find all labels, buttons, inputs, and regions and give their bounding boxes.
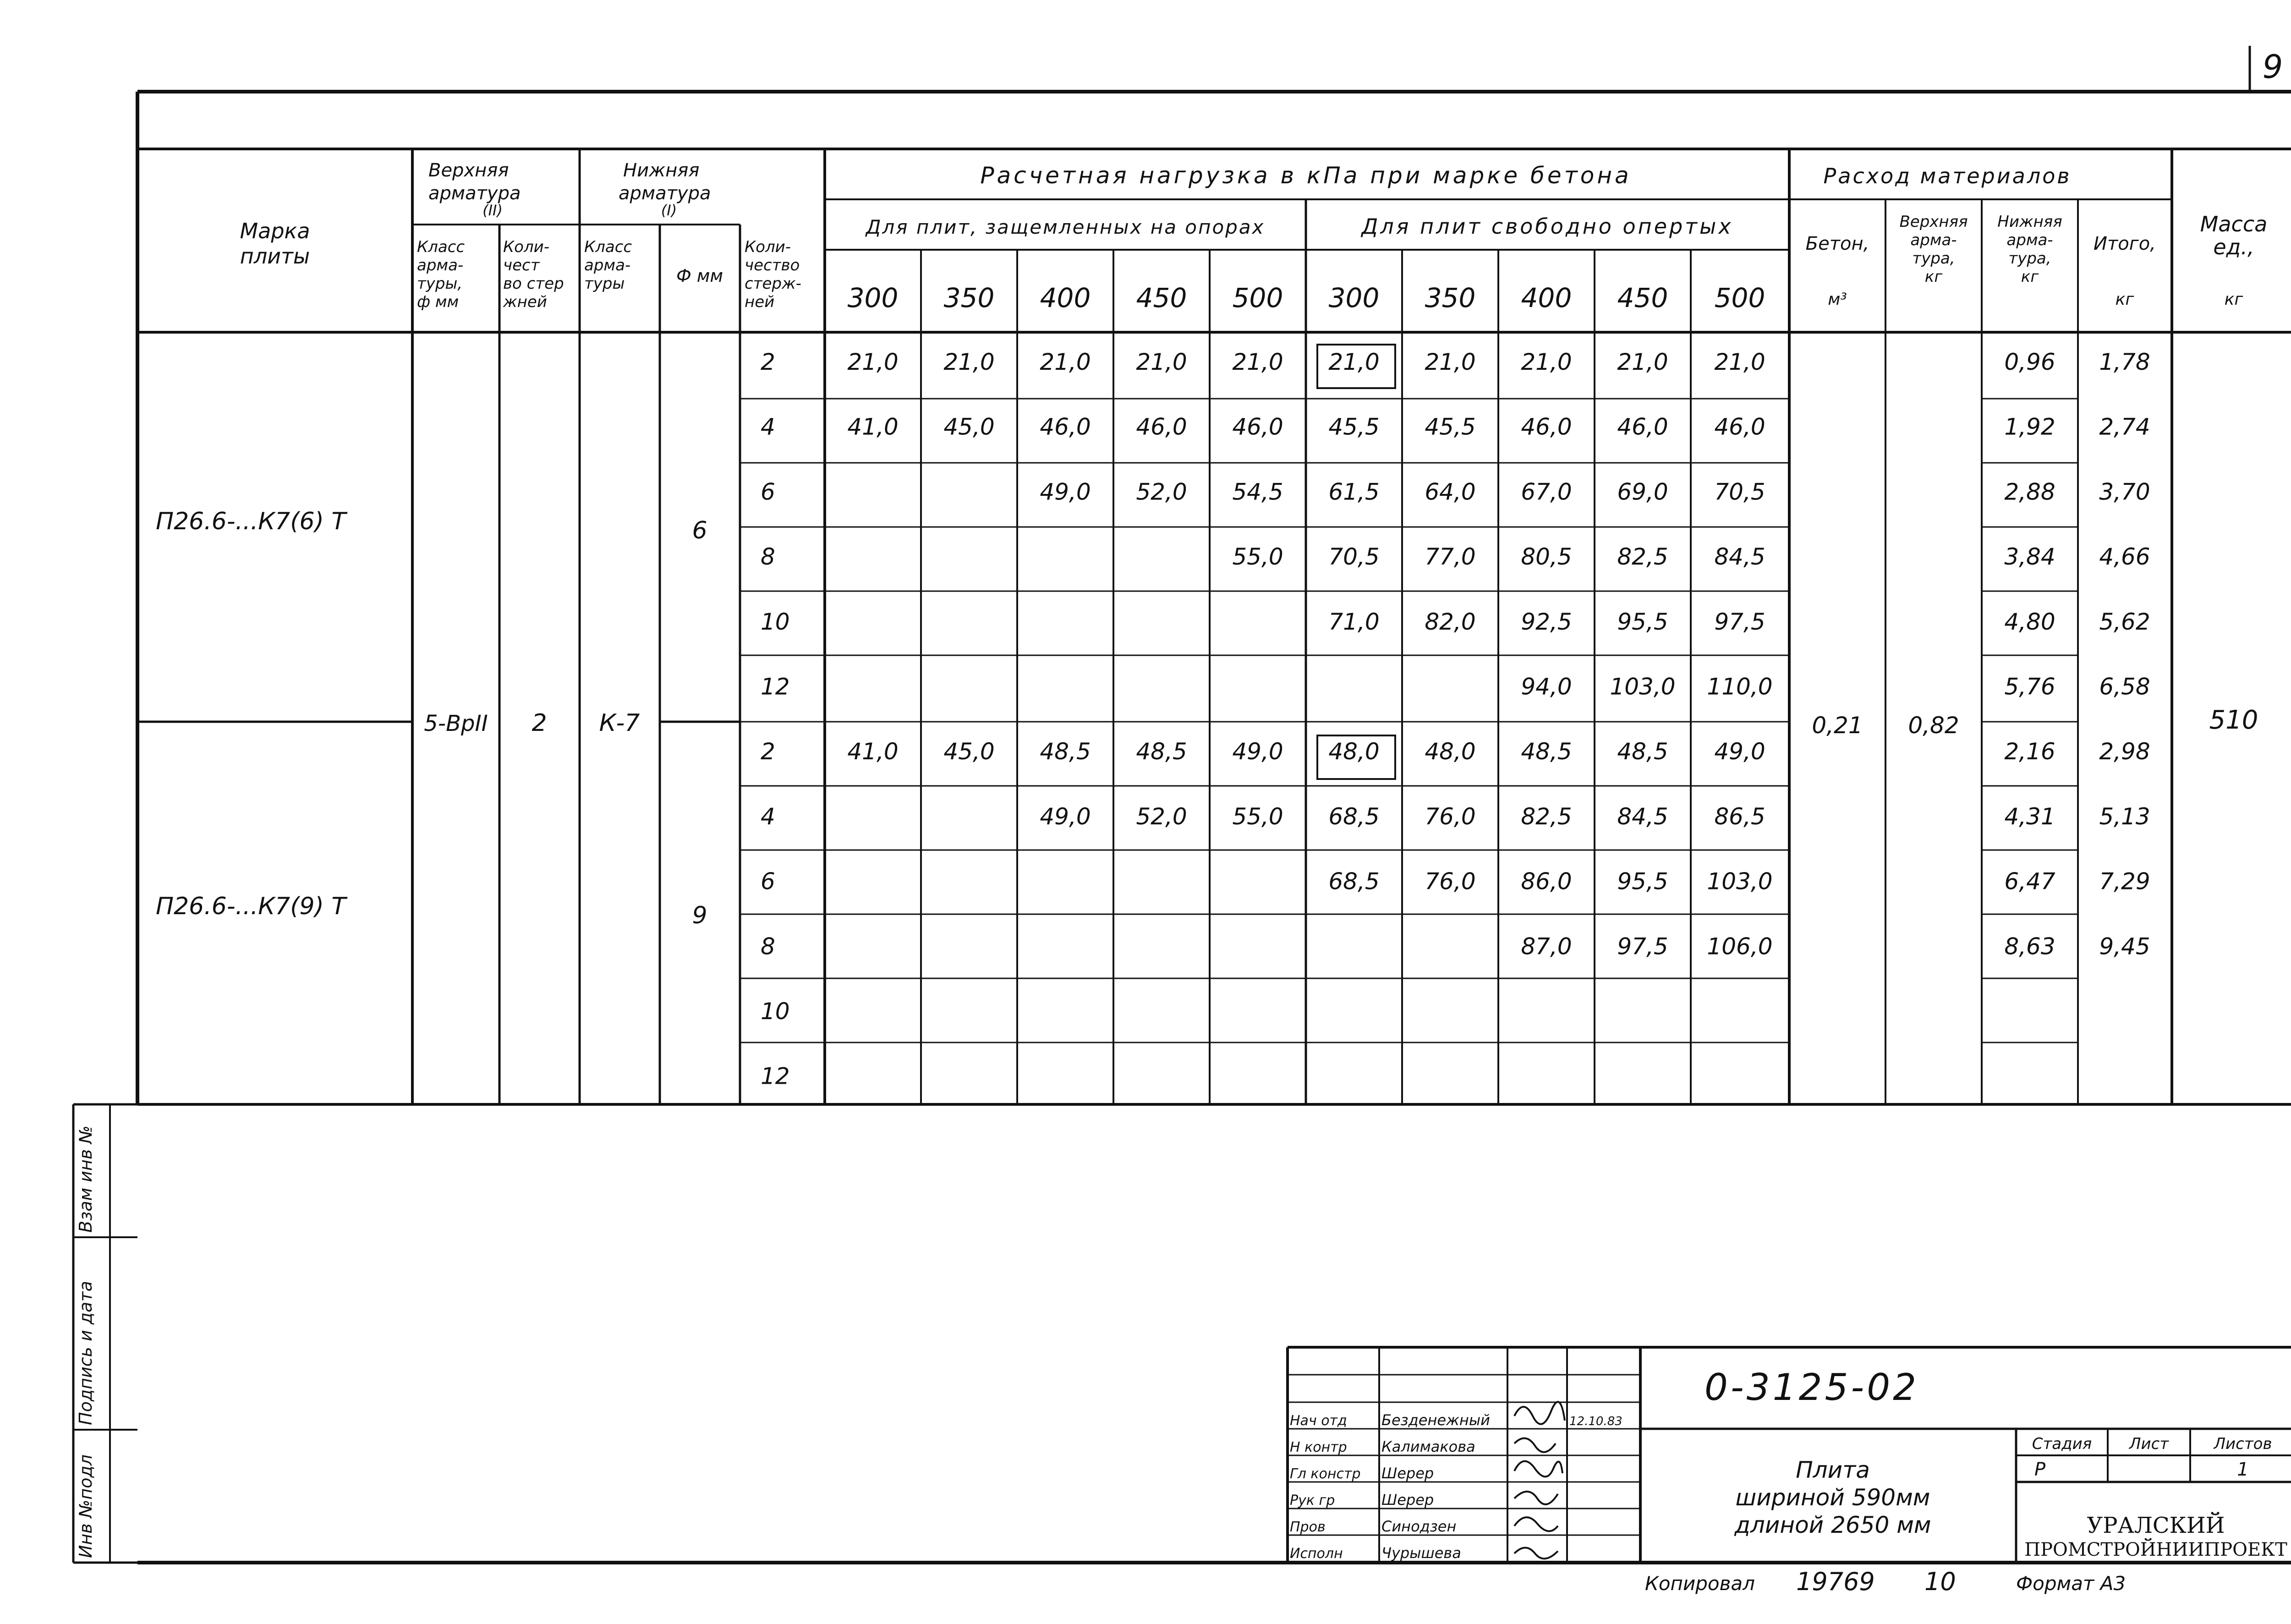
footer-number: 19769 — [1796, 1567, 1875, 1596]
lower-mat-cell: 8,63 — [2004, 933, 2055, 960]
header-upper-count-2: чест — [503, 256, 540, 274]
sheet-number: 9 — [2262, 48, 2283, 86]
grade-label: 400 — [1040, 282, 1091, 313]
header-upper-rebar: Верхняя — [428, 160, 509, 181]
stamp-replace: Взам инв № — [76, 1125, 96, 1233]
header-upper-mat: Верхняя — [1899, 213, 1968, 231]
header-concrete-unit: м³ — [1828, 290, 1847, 309]
total-cell: 3,70 — [2099, 478, 2150, 505]
header-upper-mat-3: тура, — [1912, 249, 1955, 268]
header-mass: Масса — [2200, 212, 2268, 236]
header-load: Расчетная нагрузка в кПа при марке бетона — [980, 162, 1632, 189]
header-free: Для плит свободно опертых — [1361, 214, 1733, 239]
shared-upper-class: 5-ВрII — [424, 711, 488, 736]
load-cell: 48,0 — [1328, 738, 1380, 765]
header-lower-count-4: ней — [745, 293, 775, 311]
title-1: Плита — [1796, 1457, 1870, 1483]
org-2: ПРОМСТРОЙНИИПРОЕКТ — [2024, 1539, 2287, 1560]
header-upper-count: Коли- — [503, 238, 550, 256]
header-upper-class-4: ф мм — [417, 293, 459, 311]
group-mark-2: П26.6-...К7(9) Т — [156, 893, 346, 920]
count-cell: 4 — [761, 413, 775, 440]
total-cell: 5,13 — [2099, 803, 2150, 830]
name: Шерер — [1381, 1491, 1434, 1509]
load-cell: 45,5 — [1425, 413, 1476, 440]
footer-ten: 10 — [1924, 1567, 1956, 1596]
total-cell: 2,74 — [2099, 413, 2150, 440]
count-cell: 6 — [761, 478, 775, 505]
names — [1381, 1411, 1490, 1562]
lower-mat-cell: 5,76 — [2004, 673, 2055, 700]
group-mark-1: П26.6-...К7(6) Т — [156, 508, 346, 535]
grade-label: 300 — [1328, 282, 1380, 313]
load-cell: 64,0 — [1425, 478, 1476, 505]
load-cell: 95,5 — [1617, 868, 1668, 895]
load-cell: 48,5 — [1040, 738, 1091, 765]
count-cell: 6 — [761, 868, 775, 895]
header-upper-count-3: во стер — [503, 274, 564, 293]
load-cell: 68,5 — [1328, 803, 1380, 830]
load-cell: 49,0 — [1714, 738, 1765, 765]
load-cell: 52,0 — [1136, 478, 1187, 505]
load-cell: 106,0 — [1707, 933, 1773, 960]
grade-label: 450 — [1617, 282, 1668, 313]
load-cell: 21,0 — [1425, 349, 1476, 375]
header-lower-mat-4: кг — [2021, 268, 2039, 286]
count-cell: 10 — [761, 608, 790, 635]
shared-mass: 510 — [2209, 705, 2258, 735]
load-cell: 84,5 — [1617, 803, 1668, 830]
header-lower-rebar: Нижняя — [623, 160, 700, 181]
count-cell: 4 — [761, 803, 775, 830]
header-total-unit: кг — [2115, 290, 2134, 309]
count-cell: 2 — [761, 738, 775, 765]
load-cell: 67,0 — [1521, 478, 1572, 505]
load-cell: 55,0 — [1232, 803, 1283, 830]
load-cell: 21,0 — [1617, 349, 1668, 375]
load-cell: 68,5 — [1328, 868, 1380, 895]
shared-concrete: 0,21 — [1812, 712, 1863, 739]
total-cell: 9,45 — [2099, 933, 2150, 960]
group-diam-2: 9 — [692, 902, 707, 929]
header-lower-class-2: арма- — [584, 256, 631, 274]
load-cell: 46,0 — [1136, 413, 1187, 440]
header-diam: Ф мм — [676, 266, 723, 286]
load-cell: 110,0 — [1707, 673, 1773, 700]
load-cell: 46,0 — [1617, 413, 1668, 440]
load-cell: 41,0 — [847, 738, 899, 765]
header-lower-count-2: чество — [745, 256, 800, 274]
count-cell: 8 — [761, 933, 775, 960]
load-cell: 46,0 — [1232, 413, 1283, 440]
count-cell: 10 — [761, 998, 790, 1025]
sheets-value: 1 — [2237, 1459, 2249, 1480]
header-lower-mark: (I) — [661, 202, 677, 219]
header-upper-mat-4: кг — [1924, 268, 1943, 286]
load-cell: 21,0 — [847, 349, 899, 375]
roles — [1290, 1413, 1361, 1562]
load-cell: 82,5 — [1521, 803, 1572, 830]
load-cell: 80,5 — [1521, 543, 1572, 571]
load-cell: 48,5 — [1617, 738, 1668, 765]
load-cell: 46,0 — [1040, 413, 1091, 440]
header-lower-mat: Нижняя — [1997, 213, 2062, 231]
load-cell: 48,0 — [1425, 738, 1476, 765]
header-mark: Марка — [240, 219, 310, 243]
load-cell: 45,0 — [943, 738, 995, 765]
total-cell: 5,62 — [2099, 608, 2150, 635]
total-cell: 6,58 — [2099, 673, 2150, 700]
load-cell: 45,5 — [1328, 413, 1380, 440]
load-cell: 48,5 — [1136, 738, 1187, 765]
total-cell: 2,98 — [2099, 738, 2150, 765]
total-cell: 4,66 — [2099, 543, 2150, 571]
stamp-inv: Инв №подл — [76, 1454, 96, 1558]
load-cell: 41,0 — [847, 413, 899, 440]
grade-label: 500 — [1714, 282, 1765, 313]
load-cell: 49,0 — [1040, 478, 1091, 505]
load-cell: 61,5 — [1328, 478, 1380, 505]
load-cell: 48,5 — [1521, 738, 1572, 765]
load-cell: 49,0 — [1232, 738, 1283, 765]
count-cell: 8 — [761, 543, 775, 571]
header-mark-2: плиты — [240, 244, 310, 269]
stage-value: Р — [2034, 1459, 2046, 1480]
lower-mat-cell: 2,16 — [2004, 738, 2055, 765]
load-cell: 71,0 — [1328, 608, 1380, 635]
header-upper-mat-2: арма- — [1910, 231, 1957, 249]
load-cell: 46,0 — [1521, 413, 1572, 440]
grade-label: 300 — [847, 282, 899, 313]
header-lower-mat-3: тура, — [2008, 249, 2051, 268]
load-cell: 84,5 — [1714, 543, 1765, 571]
grade-label: 450 — [1136, 282, 1187, 313]
load-cell: 82,0 — [1425, 608, 1476, 635]
load-cell: 103,0 — [1707, 868, 1773, 895]
grade-label: 400 — [1521, 282, 1572, 313]
header-upper-rebar-2: арматура — [428, 183, 521, 204]
group-diam-1: 6 — [692, 517, 707, 544]
load-cell: 95,5 — [1617, 608, 1668, 635]
lower-mat-cell: 4,31 — [2004, 803, 2055, 830]
name: Шерер — [1381, 1465, 1434, 1482]
header-upper-count-4: жней — [503, 293, 547, 311]
load-cell: 21,0 — [1521, 349, 1572, 375]
total-cell: 1,78 — [2099, 349, 2150, 375]
header-lower-count-3: стерж- — [745, 274, 801, 293]
load-cell: 52,0 — [1136, 803, 1187, 830]
role: Гл констр — [1290, 1466, 1361, 1482]
total-cell: 7,29 — [2099, 868, 2150, 895]
date: 12.10.83 — [1569, 1415, 1622, 1428]
load-cell: 97,5 — [1617, 933, 1668, 960]
load-cell: 86,5 — [1714, 803, 1765, 830]
load-cell: 103,0 — [1610, 673, 1676, 700]
header-total: Итого, — [2094, 233, 2156, 254]
load-cell: 21,0 — [943, 349, 995, 375]
header-upper-class: Класс — [417, 238, 465, 256]
sheets-label: Листов — [2214, 1435, 2272, 1453]
footer-format: Формат А3 — [2016, 1572, 2126, 1595]
header-concrete: Бетон, — [1805, 233, 1869, 254]
shared-upper-mat: 0,82 — [1908, 712, 1959, 739]
load-cell: 87,0 — [1521, 933, 1572, 960]
title-3: длиной 2650 мм — [1734, 1512, 1931, 1538]
load-cell: 76,0 — [1425, 868, 1476, 895]
header-upper-class-2: арма- — [417, 256, 464, 274]
load-cell: 21,0 — [1232, 349, 1283, 375]
grade-label: 350 — [943, 282, 995, 313]
load-cell: 45,0 — [943, 413, 995, 440]
header-materials: Расход материалов — [1823, 164, 2072, 188]
load-cell: 82,5 — [1617, 543, 1668, 571]
name: Калимакова — [1381, 1438, 1475, 1455]
stage-label: Стадия — [2032, 1435, 2092, 1453]
load-cell: 76,0 — [1425, 803, 1476, 830]
load-cell: 77,0 — [1425, 543, 1476, 571]
load-cell: 69,0 — [1617, 478, 1668, 505]
name: Синодзен — [1381, 1518, 1457, 1535]
shared-lower-class: К-7 — [599, 709, 640, 737]
shared-upper-count: 2 — [532, 709, 547, 737]
grade-label: 500 — [1232, 282, 1283, 313]
header-lower-count: Коли- — [745, 238, 791, 256]
name: Чурышева — [1381, 1544, 1461, 1562]
header-upper-mark: (II) — [482, 202, 503, 219]
load-cell: 21,0 — [1714, 349, 1765, 375]
header-clamped: Для плит, защемленных на опорах — [866, 216, 1265, 238]
org-1: УРАЛСКИЙ — [2087, 1513, 2225, 1538]
load-cell: 21,0 — [1136, 349, 1187, 375]
load-cell: 54,5 — [1232, 478, 1283, 505]
sheet-label: Лист — [2129, 1435, 2169, 1453]
stamp-sign: Подпись и дата — [76, 1281, 96, 1425]
header-mass-2: ед., — [2213, 235, 2254, 259]
header-upper-class-3: туры, — [417, 274, 463, 293]
load-cell: 86,0 — [1521, 868, 1572, 895]
count-cell: 2 — [761, 349, 775, 375]
load-cell: 46,0 — [1714, 413, 1765, 440]
load-cell: 55,0 — [1232, 543, 1283, 571]
lower-mat-cell: 4,80 — [2004, 608, 2055, 635]
title-2: шириной 590мм — [1735, 1484, 1930, 1511]
load-cell: 92,5 — [1521, 608, 1572, 635]
lower-mat-cell: 2,88 — [2004, 478, 2055, 505]
role: Рук гр — [1290, 1492, 1335, 1509]
load-cell: 97,5 — [1714, 608, 1765, 635]
count-cell: 12 — [761, 673, 790, 700]
grade-label: 350 — [1425, 282, 1476, 313]
name: Безденежный — [1381, 1411, 1490, 1429]
load-cell: 70,5 — [1328, 543, 1380, 571]
header-lower-class: Класс — [584, 238, 632, 256]
lower-mat-cell: 3,84 — [2004, 543, 2055, 571]
load-cell: 21,0 — [1328, 349, 1380, 375]
role: Пров — [1290, 1519, 1326, 1535]
load-cell: 49,0 — [1040, 803, 1091, 830]
count-cell: 12 — [761, 1063, 790, 1090]
header-lower-class-3: туры — [584, 274, 625, 293]
footer-copied: Копировал — [1645, 1572, 1755, 1595]
load-cell: 94,0 — [1521, 673, 1572, 700]
role: Нач отд — [1290, 1413, 1347, 1429]
load-cell: 21,0 — [1040, 349, 1091, 375]
role: Н контр — [1290, 1439, 1347, 1455]
lower-mat-cell: 0,96 — [2004, 349, 2055, 375]
doc-code: 0-3125-02 — [1705, 1366, 1919, 1409]
lower-mat-cell: 1,92 — [2004, 413, 2055, 440]
role: Исполн — [1290, 1546, 1343, 1562]
header-mass-unit: кг — [2224, 290, 2243, 309]
load-cell: 70,5 — [1714, 478, 1765, 505]
lower-mat-cell: 6,47 — [2004, 868, 2055, 895]
header-lower-mat-2: арма- — [2006, 231, 2053, 249]
header-lower-rebar-2: арматура — [619, 183, 711, 204]
